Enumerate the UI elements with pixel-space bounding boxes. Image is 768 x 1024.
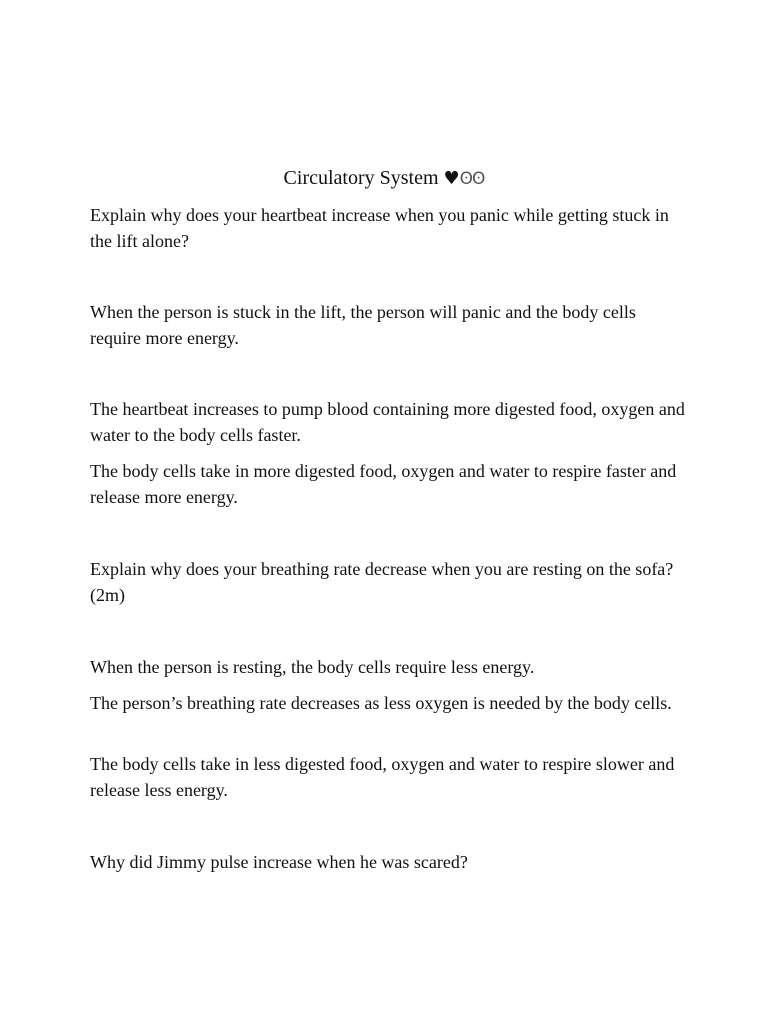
eyes-icon: ʘʘ xyxy=(459,169,485,189)
question-2: Explain why does your breathing rate decrease when you are resting on the sofa? (2m) xyxy=(90,559,674,605)
document-title xyxy=(0,166,768,191)
answer-1-paragraph-2: The heartbeat increases to pump blood containing more digested food, oxygen and water to the body cells faster. xyxy=(90,399,685,445)
title-text: Circulatory System xyxy=(283,167,439,189)
question-1: Explain why does your heartbeat increase when you panic while getting stuck in the lift alone? xyxy=(90,205,669,251)
answer-2-paragraph-1: When the person is resting, the body cells require less energy. xyxy=(90,657,535,677)
answer-1-paragraph-3: The body cells take in more digested food, oxygen and water to respire faster and release more energy. xyxy=(90,461,677,507)
answer-2-paragraph-3: The body cells take in less digested food, oxygen and water to respire slower and release less energy. xyxy=(90,754,675,800)
answer-1-paragraph-1: When the person is stuck in the lift, the person will panic and the body cells require more energy. xyxy=(90,302,636,348)
answer-2-paragraph-2: The person’s breathing rate decreases as less oxygen is needed by the body cells. xyxy=(90,693,672,713)
heart-icon: ♥ xyxy=(443,168,460,189)
question-3: Why did Jimmy pulse increase when he was scared? xyxy=(90,852,468,872)
